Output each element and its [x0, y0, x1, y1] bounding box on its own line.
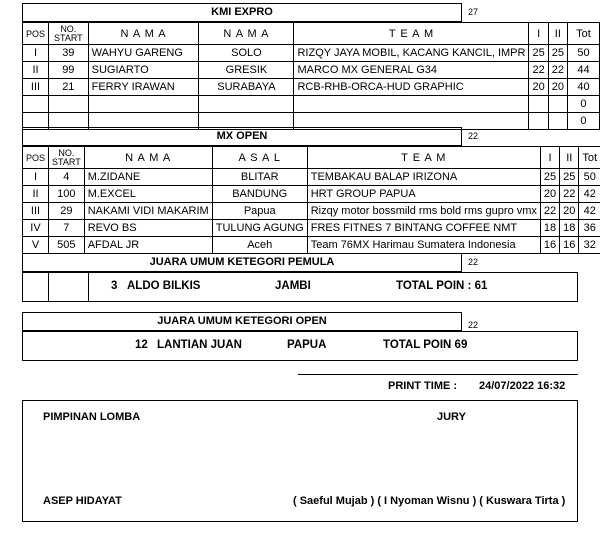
cell-tot: 36 [579, 220, 600, 237]
juara-pemula-nama: ALDO BILKIS [127, 280, 201, 292]
cell-ii: 22 [560, 186, 579, 203]
juara-open-body [22, 331, 578, 361]
kmi-expro-header-row [23, 23, 600, 45]
cell-no [49, 96, 89, 113]
col-i: I [529, 23, 548, 45]
table-row [23, 62, 600, 79]
juara-pemula-title: JUARA UMUM KETEGORI PEMULA [22, 253, 462, 272]
cell-tot: 42 [579, 203, 600, 220]
cell-i: 20 [540, 186, 559, 203]
cell-asal [199, 96, 294, 113]
col-nama: N A M A [84, 147, 212, 169]
cell-ii: 18 [560, 220, 579, 237]
cell-asal: Aceh [212, 237, 307, 254]
cell-tot: 40 [567, 79, 599, 96]
cell-pos: V [23, 237, 49, 254]
juara-open-title: JUARA UMUM KETEGORI OPEN [22, 312, 462, 331]
cell-asal: Papua [212, 203, 307, 220]
cell-ii: 25 [560, 169, 579, 186]
kmi-expro-title-bar [22, 3, 578, 22]
cell-team: HRT GROUP PAPUA [307, 186, 540, 203]
cell-team: MARCO MX GENERAL G34 [294, 62, 529, 79]
cell-team: TEMBAKAU BALAP IRIZONA [307, 169, 540, 186]
cell-nama: M.ZIDANE [84, 169, 212, 186]
mx-open-table [22, 146, 600, 254]
cell-tot: 50 [579, 169, 600, 186]
cell-tot: 0 [567, 96, 599, 113]
cell-i: 22 [529, 62, 548, 79]
cell-nama: M.EXCEL [84, 186, 212, 203]
cell-pos: I [23, 45, 49, 62]
col-no-start: NO. START [49, 147, 85, 169]
col-asal: A S A L [212, 147, 307, 169]
col-team: T E A M [307, 147, 540, 169]
col-asal: N A M A [199, 23, 294, 45]
cell-no: 7 [49, 220, 85, 237]
cell-ii: 16 [560, 237, 579, 254]
juara-open-asal: PAPUA [287, 339, 327, 351]
cell-pos: III [23, 79, 49, 96]
cell-no: 505 [49, 237, 85, 254]
kmi-expro-table [22, 22, 600, 130]
cell-i: 25 [540, 169, 559, 186]
pimpinan-lomba-label: PIMPINAN LOMBA [43, 411, 141, 423]
cell-asal: GRESIK [199, 62, 294, 79]
cell-team [294, 96, 529, 113]
cell-no: 39 [49, 45, 89, 62]
table-row [23, 79, 600, 96]
cell-team: Team 76MX Harimau Sumatera Indonesia [307, 237, 540, 254]
juara-open-poin: TOTAL POIN 69 [383, 339, 468, 351]
cell-asal: SOLO [199, 45, 294, 62]
cell-asal: BLITAR [212, 169, 307, 186]
table-row [23, 96, 600, 113]
cell-nama: FERRY IRAWAN [88, 79, 199, 96]
print-divider [298, 374, 578, 375]
col-i: I [540, 147, 559, 169]
col-tot: Tot [579, 147, 600, 169]
table-row [23, 220, 600, 237]
cell-pos: II [23, 186, 49, 203]
table-row [23, 45, 600, 62]
cell-pos [23, 96, 49, 113]
cell-tot: 42 [579, 186, 600, 203]
juara-pemula-body [22, 272, 578, 302]
cell-team: RCB-RHB-ORCA-HUD GRAPHIC [294, 79, 529, 96]
cell-team: FRES FITNES 7 BINTANG COFFEE NMT [307, 220, 540, 237]
cell-pos: II [23, 62, 49, 79]
col-pos: POS [23, 23, 49, 45]
juara-open-no: 12 [135, 339, 148, 351]
cell-no: 21 [49, 79, 89, 96]
cell-ii: 22 [548, 62, 567, 79]
juara-pemula-side-number: 22 [468, 257, 479, 267]
cell-ii: 20 [548, 79, 567, 96]
juara-pemula-poin: TOTAL POIN : 61 [396, 280, 488, 292]
cell-team: RIZQY JAYA MOBIL, KACANG KANCIL, IMPR [294, 45, 529, 62]
print-time-label: PRINT TIME : [388, 380, 458, 392]
table-row [23, 169, 600, 186]
kmi-expro-title: KMI EXPRO [22, 3, 462, 22]
cell-nama: NAKAMI VIDI MAKARIM [84, 203, 212, 220]
cell-asal: SURABAYA [199, 79, 294, 96]
juara-pemula-title-bar [22, 253, 578, 272]
col-ii: II [560, 147, 579, 169]
cell-ii [548, 96, 567, 113]
cell-nama: REVO BS [84, 220, 212, 237]
juara-open-nama: LANTIAN JUAN [157, 339, 242, 351]
cell-ii: 20 [560, 203, 579, 220]
col-nama: N A M A [88, 23, 199, 45]
cell-pos: IV [23, 220, 49, 237]
cell-no: 4 [49, 169, 85, 186]
juara-open-side-number: 22 [468, 320, 479, 330]
cell-nama: SUGIARTO [88, 62, 199, 79]
mx-open-title: MX OPEN [22, 127, 462, 146]
cell-i: 22 [540, 203, 559, 220]
cell-i [529, 96, 548, 113]
col-tot: Tot [567, 23, 599, 45]
print-time-value: 24/07/2022 16:32 [479, 380, 566, 392]
cell-tot: 0 [567, 113, 599, 130]
table-row [23, 186, 600, 203]
cell-nama [88, 96, 199, 113]
cell-i: 18 [540, 220, 559, 237]
cell-nama: WAHYU GARENG [88, 45, 199, 62]
cell-tot: 32 [579, 237, 600, 254]
cell-team: Rizqy motor bossmild rms bold rms gupro vmx [307, 203, 540, 220]
juara-pemula-asal: JAMBI [275, 280, 311, 292]
col-pos: POS [23, 147, 49, 169]
table-row [23, 237, 600, 254]
juara-pemula-nostart-cell [49, 273, 89, 301]
col-ii: II [548, 23, 567, 45]
kmi-expro-side-number: 27 [468, 7, 479, 17]
jury-label: JURY [437, 411, 466, 423]
cell-i: 20 [529, 79, 548, 96]
cell-tot: 50 [567, 45, 599, 62]
col-no-start: NO. START [49, 23, 89, 45]
cell-no: 29 [49, 203, 85, 220]
jury-names: ( Saeful Mujab ) ( I Nyoman Wisnu ) ( Kuswara Tirta ) [293, 495, 566, 507]
cell-ii: 25 [548, 45, 567, 62]
cell-tot: 44 [567, 62, 599, 79]
mx-open-side-number: 22 [468, 131, 479, 141]
cell-pos: I [23, 169, 49, 186]
mx-open-header-row [23, 147, 600, 169]
juara-pemula-no: 3 [111, 280, 118, 292]
cell-i: 25 [529, 45, 548, 62]
cell-no: 100 [49, 186, 85, 203]
cell-asal: TULUNG AGUNG [212, 220, 307, 237]
mx-open-title-bar [22, 127, 578, 146]
cell-no: 99 [49, 62, 89, 79]
col-team: T E A M [294, 23, 529, 45]
pimpinan-lomba-name: ASEP HIDAYAT [43, 495, 122, 507]
signature-box [22, 400, 578, 522]
cell-i: 16 [540, 237, 559, 254]
cell-asal: BANDUNG [212, 186, 307, 203]
juara-pemula-pos-cell [23, 273, 49, 301]
table-row [23, 203, 600, 220]
cell-pos: III [23, 203, 49, 220]
cell-nama: AFDAL JR [84, 237, 212, 254]
